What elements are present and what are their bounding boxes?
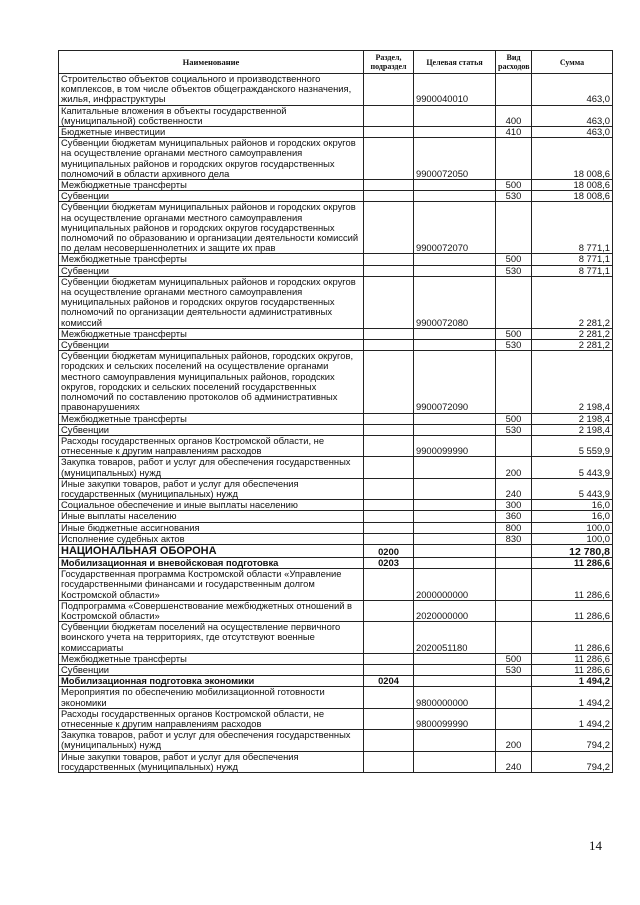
cell-target (414, 730, 496, 751)
cell-expense (496, 557, 532, 568)
cell-target (414, 340, 496, 351)
table-row (59, 424, 613, 435)
cell-target (414, 653, 496, 664)
cell-section (364, 653, 414, 664)
cell-target (414, 676, 496, 687)
cell-name: Субвенции (59, 191, 364, 202)
cell-target (414, 478, 496, 499)
table-row (59, 276, 613, 328)
cell-sum: 2 281,2 (532, 328, 613, 339)
cell-section (364, 340, 414, 351)
cell-name: Закупка товаров, работ и услуг для обеспечения государственных (муниципальных) нужд (59, 730, 364, 751)
cell-target (414, 105, 496, 126)
cell-expense (496, 600, 532, 621)
cell-sum: 12 780,8 (532, 544, 613, 557)
table-row (59, 687, 613, 708)
cell-name: Межбюджетные трансферты (59, 180, 364, 191)
cell-name: Бюджетные инвестиции (59, 127, 364, 138)
cell-section: 0203 (364, 557, 414, 568)
table-row (59, 730, 613, 751)
cell-name: Подпрограмма «Совершенствование межбюджетных отношений в Костромской области» (59, 600, 364, 621)
table-row (59, 664, 613, 675)
table-row (59, 676, 613, 687)
cell-target: 9900040010 (414, 74, 496, 106)
cell-section (364, 74, 414, 106)
cell-name: Капитальные вложения в объекты государственной (муниципальной) собственности (59, 105, 364, 126)
cell-section (364, 202, 414, 254)
table-body (59, 74, 613, 773)
cell-sum: 100,0 (532, 522, 613, 533)
cell-name: Субвенции бюджетам муниципальных районов и городских округов на осуществление органами местного самоуправления муниципальных районов и городских округов государственных полномочий по организации деятельности административных комиссий (59, 276, 364, 328)
cell-sum: 2 198,4 (532, 351, 613, 413)
cell-section: 0200 (364, 544, 414, 557)
cell-target (414, 664, 496, 675)
header-section: Раздел, подраздел (364, 51, 414, 74)
cell-sum: 16,0 (532, 511, 613, 522)
cell-target: 9900072090 (414, 351, 496, 413)
table-row (59, 254, 613, 265)
cell-sum: 11 286,6 (532, 664, 613, 675)
cell-target (414, 328, 496, 339)
cell-target (414, 254, 496, 265)
cell-sum: 18 008,6 (532, 180, 613, 191)
cell-name: Субвенции бюджетам муниципальных районов и городских округов на осуществление органами местного самоуправления муниципальных районов и городских округов государственных полномочий по образованию и организации деятельности комиссий по делам несовершеннолетних и защите их прав (59, 202, 364, 254)
cell-expense (496, 202, 532, 254)
cell-name: Субвенции бюджетам муниципальных районов и городских округов на осуществление органами местного самоуправления муниципальных районов и городских округов государственных полномочий в области архивного дела (59, 138, 364, 180)
cell-target: 9900099990 (414, 435, 496, 456)
cell-target (414, 557, 496, 568)
cell-section (364, 328, 414, 339)
table-row (59, 533, 613, 544)
cell-target (414, 413, 496, 424)
cell-sum: 1 494,2 (532, 687, 613, 708)
cell-name: Государственная программа Костромской области «Управление государственными финансами и государственным долгом Костромской области» (59, 569, 364, 601)
cell-expense: 530 (496, 664, 532, 675)
cell-sum: 463,0 (532, 127, 613, 138)
table-row (59, 457, 613, 478)
cell-name: Расходы государственных органов Костромской области, не отнесенные к другим направлениям расходов (59, 435, 364, 456)
cell-sum: 8 771,1 (532, 202, 613, 254)
cell-expense (496, 351, 532, 413)
cell-expense (496, 687, 532, 708)
cell-target (414, 127, 496, 138)
cell-section (364, 191, 414, 202)
cell-name: Строительство объектов социального и производственного комплексов, в том числе объектов общегражданского назначения, жилья, инфраструктуры (59, 74, 364, 106)
cell-expense: 410 (496, 127, 532, 138)
cell-name: Социальное обеспечение и иные выплаты населению (59, 500, 364, 511)
cell-section (364, 180, 414, 191)
cell-sum: 2 198,4 (532, 424, 613, 435)
cell-target: 9900072070 (414, 202, 496, 254)
cell-name: Субвенции бюджетам муниципальных районов, городских округов, городских и сельских поселений на осуществление органами местного самоуправления муниципальных районов, городских округов, городских и сельских поселений государственных полномочий по составлению протоколов об административных правонарушениях (59, 351, 364, 413)
cell-section (364, 478, 414, 499)
table-row (59, 522, 613, 533)
cell-name: Межбюджетные трансферты (59, 413, 364, 424)
cell-expense: 530 (496, 191, 532, 202)
cell-sum: 11 286,6 (532, 622, 613, 654)
cell-expense: 830 (496, 533, 532, 544)
cell-sum: 11 286,6 (532, 569, 613, 601)
cell-sum: 8 771,1 (532, 254, 613, 265)
cell-section (364, 730, 414, 751)
cell-sum: 5 443,9 (532, 478, 613, 499)
cell-target: 9800099990 (414, 708, 496, 729)
table-row (59, 202, 613, 254)
cell-sum: 2 281,2 (532, 276, 613, 328)
cell-target: 2020051180 (414, 622, 496, 654)
table-row (59, 351, 613, 413)
cell-target: 9800000000 (414, 687, 496, 708)
cell-name: НАЦИОНАЛЬНАЯ ОБОРОНА (59, 544, 364, 557)
cell-expense: 500 (496, 413, 532, 424)
table-row (59, 191, 613, 202)
cell-sum: 16,0 (532, 500, 613, 511)
cell-expense: 400 (496, 105, 532, 126)
cell-name: Межбюджетные трансферты (59, 328, 364, 339)
cell-expense: 240 (496, 478, 532, 499)
cell-section (364, 569, 414, 601)
page-number: 14 (589, 838, 602, 853)
cell-sum: 5 443,9 (532, 457, 613, 478)
cell-expense: 500 (496, 180, 532, 191)
cell-name: Субвенции (59, 340, 364, 351)
cell-expense (496, 569, 532, 601)
cell-sum: 2 281,2 (532, 340, 613, 351)
cell-sum: 794,2 (532, 751, 613, 772)
cell-name: Субвенции (59, 664, 364, 675)
cell-name: Иные бюджетные ассигнования (59, 522, 364, 533)
cell-target (414, 751, 496, 772)
cell-expense (496, 708, 532, 729)
cell-expense: 360 (496, 511, 532, 522)
cell-section (364, 105, 414, 126)
cell-expense: 530 (496, 265, 532, 276)
cell-expense: 300 (496, 500, 532, 511)
cell-expense: 500 (496, 653, 532, 664)
cell-section (364, 351, 414, 413)
cell-expense: 530 (496, 424, 532, 435)
table-row (59, 622, 613, 654)
cell-expense: 500 (496, 254, 532, 265)
cell-target: 2020000000 (414, 600, 496, 621)
table-row (59, 500, 613, 511)
cell-name: Мобилизационная и вневойсковая подготовка (59, 557, 364, 568)
cell-target (414, 500, 496, 511)
cell-name: Мобилизационная подготовка экономики (59, 676, 364, 687)
cell-expense: 500 (496, 328, 532, 339)
cell-sum: 100,0 (532, 533, 613, 544)
header-target: Целевая статья (414, 51, 496, 74)
cell-target: 9900072050 (414, 138, 496, 180)
budget-table (58, 50, 613, 773)
cell-expense: 240 (496, 751, 532, 772)
table-row (59, 478, 613, 499)
cell-sum: 1 494,2 (532, 676, 613, 687)
cell-target (414, 544, 496, 557)
cell-section (364, 708, 414, 729)
cell-name: Субвенции (59, 265, 364, 276)
table-row (59, 74, 613, 106)
cell-target: 9900072080 (414, 276, 496, 328)
cell-expense (496, 676, 532, 687)
cell-sum: 8 771,1 (532, 265, 613, 276)
cell-section: 0204 (364, 676, 414, 687)
table-row (59, 751, 613, 772)
cell-section (364, 435, 414, 456)
cell-target (414, 511, 496, 522)
cell-expense (496, 74, 532, 106)
cell-target (414, 191, 496, 202)
cell-section (364, 687, 414, 708)
table-row (59, 600, 613, 621)
cell-target (414, 522, 496, 533)
cell-name: Закупка товаров, работ и услуг для обеспечения государственных (муниципальных) нужд (59, 457, 364, 478)
table-row (59, 569, 613, 601)
cell-name: Исполнение судебных актов (59, 533, 364, 544)
cell-section (364, 522, 414, 533)
cell-section (364, 424, 414, 435)
cell-section (364, 664, 414, 675)
table-row (59, 653, 613, 664)
table-row (59, 328, 613, 339)
cell-expense: 200 (496, 730, 532, 751)
cell-expense (496, 138, 532, 180)
table-header-row (59, 51, 613, 74)
table-row (59, 265, 613, 276)
cell-section (364, 457, 414, 478)
cell-expense (496, 435, 532, 456)
cell-name: Межбюджетные трансферты (59, 254, 364, 265)
cell-section (364, 254, 414, 265)
cell-name: Мероприятия по обеспечению мобилизационной готовности экономики (59, 687, 364, 708)
cell-sum: 2 198,4 (532, 413, 613, 424)
table-row (59, 435, 613, 456)
cell-sum: 11 286,6 (532, 653, 613, 664)
cell-expense: 200 (496, 457, 532, 478)
table-row (59, 708, 613, 729)
cell-sum: 1 494,2 (532, 708, 613, 729)
cell-expense (496, 622, 532, 654)
table-row (59, 544, 613, 557)
cell-section (364, 511, 414, 522)
cell-name: Иные закупки товаров, работ и услуг для обеспечения государственных (муниципальных) нужд (59, 751, 364, 772)
cell-section (364, 533, 414, 544)
cell-section (364, 413, 414, 424)
cell-sum: 11 286,6 (532, 600, 613, 621)
table-row (59, 340, 613, 351)
cell-target (414, 180, 496, 191)
table-row (59, 511, 613, 522)
cell-target (414, 424, 496, 435)
cell-target (414, 265, 496, 276)
header-name: Наименование (59, 51, 364, 74)
cell-name: Расходы государственных органов Костромской области, не отнесенные к другим направлениям расходов (59, 708, 364, 729)
cell-name: Субвенции (59, 424, 364, 435)
cell-expense (496, 544, 532, 557)
cell-section (364, 500, 414, 511)
cell-section (364, 127, 414, 138)
table-row (59, 138, 613, 180)
cell-sum: 463,0 (532, 105, 613, 126)
cell-target: 2000000000 (414, 569, 496, 601)
cell-sum: 794,2 (532, 730, 613, 751)
cell-sum: 463,0 (532, 74, 613, 106)
header-expense: Вид расходов (496, 51, 532, 74)
cell-sum: 18 008,6 (532, 138, 613, 180)
cell-section (364, 751, 414, 772)
cell-expense: 530 (496, 340, 532, 351)
cell-section (364, 276, 414, 328)
cell-section (364, 265, 414, 276)
cell-sum: 5 559,9 (532, 435, 613, 456)
header-sum: Сумма (532, 51, 613, 74)
cell-name: Иные выплаты населению (59, 511, 364, 522)
cell-name: Межбюджетные трансферты (59, 653, 364, 664)
cell-name: Иные закупки товаров, работ и услуг для обеспечения государственных (муниципальных) нужд (59, 478, 364, 499)
cell-sum: 18 008,6 (532, 191, 613, 202)
table-row (59, 127, 613, 138)
cell-expense: 800 (496, 522, 532, 533)
table-row (59, 105, 613, 126)
table-row (59, 557, 613, 568)
cell-target (414, 457, 496, 478)
cell-name: Субвенции бюджетам поселений на осуществление первичного воинского учета на территориях, где отсутствуют военные комиссариаты (59, 622, 364, 654)
table-row (59, 180, 613, 191)
cell-sum: 11 286,6 (532, 557, 613, 568)
cell-section (364, 622, 414, 654)
cell-target (414, 533, 496, 544)
cell-section (364, 600, 414, 621)
cell-expense (496, 276, 532, 328)
cell-section (364, 138, 414, 180)
table-row (59, 413, 613, 424)
